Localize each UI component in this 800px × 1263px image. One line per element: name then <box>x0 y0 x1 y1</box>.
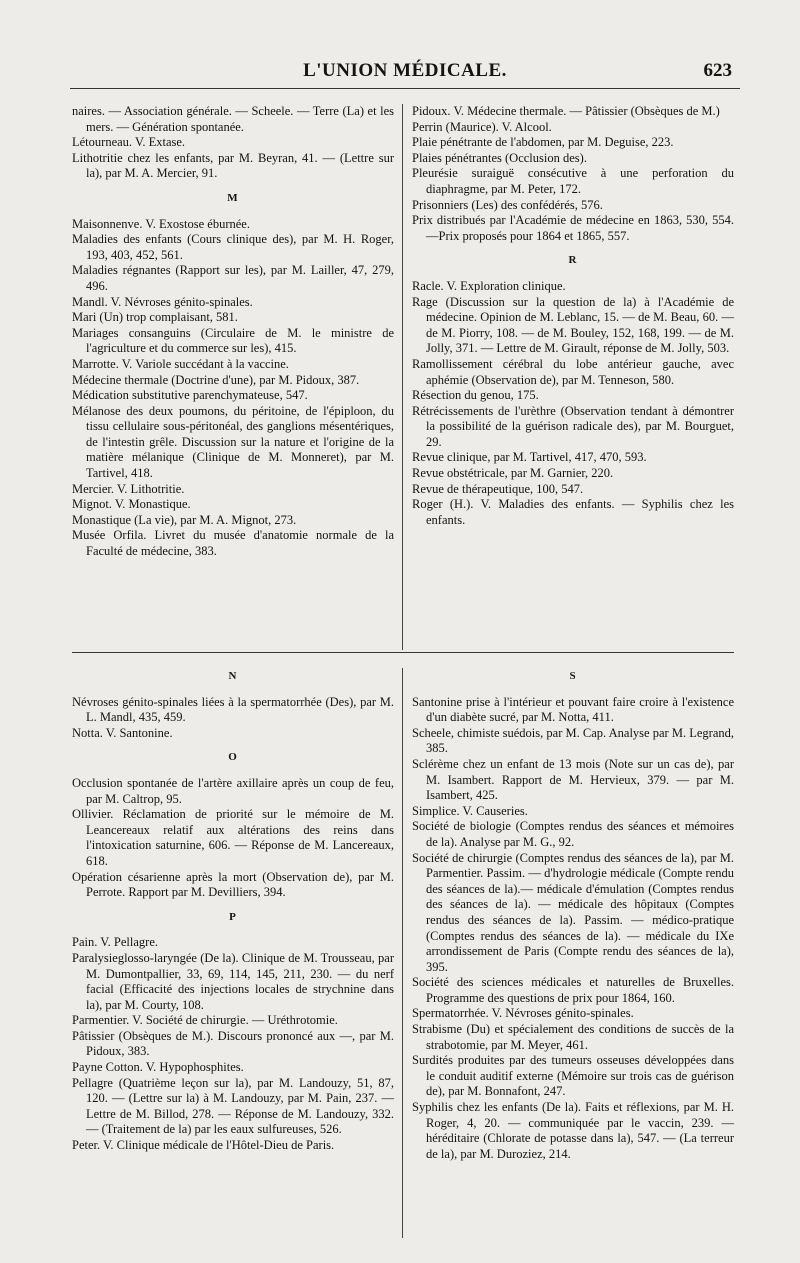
index-entry: Névroses génito-spinales liées à la spermatorrhée (Des), par M. L. Mandl, 435, 459. <box>72 694 394 725</box>
index-entry: Prisonniers (Les) des confédérés, 576. <box>412 197 603 212</box>
index-entry: Mandl. V. Névroses génito-spinales. <box>72 294 253 309</box>
index-entry: Mercier. V. Lithotritie. <box>72 481 185 496</box>
column-top-right <box>412 104 734 528</box>
index-entry: Revue clinique, par M. Tartivel, 417, 470, 593. <box>412 450 647 465</box>
index-entry: Société de biologie (Comptes rendus des séances et mémoires de la). Analyse par M. G., 92. <box>412 819 734 849</box>
index-entry: Monastique (La vie), par M. A. Mignot, 273. <box>72 512 297 527</box>
index-entry: Occlusion spontanée de l'artère axillaire après un coup de feu, par M. Caltrop, 95. <box>72 775 394 806</box>
index-entry: Maladies des enfants (Cours clinique des), par M. H. Roger, 193, 403, 452, 561. <box>72 232 394 262</box>
index-entry: Pain. V. Pellagre. <box>72 935 158 950</box>
index-entry: Santonine prise à l'intérieur et pouvant faire croire à l'existence d'un diabète sucré, par M. Notta, 411. <box>412 694 734 725</box>
index-entry: Mari (Un) trop complaisant, 581. <box>72 310 238 325</box>
index-entry: Parmentier. V. Société de chirurgie. — Uréthrotomie. <box>72 1013 338 1028</box>
index-entry: Pleurésie suraiguë consécutive à une perforation du diaphragme, par M. Peter, 172. <box>412 166 734 196</box>
index-entry: Notta. V. Santonine. <box>72 725 173 740</box>
index-entry: Mélanose des deux poumons, du péritoine, de l'épiploon, du tissu cellulaire sous-péritonéal, des ganglions mésentériques, de l'intestin grêle. Discussion sur la nature et l'origine de la matière mélanique (Clinique de M. Monneret), par M. Tartivel, 418. <box>72 403 394 481</box>
section-letter: N <box>228 670 238 682</box>
page-number: 623 <box>703 60 732 81</box>
index-entry: Plaies pénétrantes (Occlusion des). <box>412 150 587 165</box>
index-entry: Rage (Discussion sur la question de la) à l'Académie de médecine. Opinion de M. Leblanc, 15. — de M. Beau, 60. — de M. Piorry, 108. — de M. Bouley, 152, 168, 199. — de M. Jolly, 371. — Lettre de M. Girault, réponse de M. Jolly, 503. <box>412 294 734 356</box>
index-entry: Létourneau. V. Extase. <box>72 135 186 150</box>
section-letter: S <box>569 670 577 682</box>
index-entry: Racle. V. Exploration clinique. <box>412 278 566 293</box>
index-entry: Syphilis chez les enfants (De la). Faits et réflexions, par M. H. Roger, 4, 20. — communiquée par le vaccin, 239. — héréditaire (Chlorate de potasse dans la), 547. — (La terreur de la), par M. Duroziez, 214. <box>412 1100 734 1161</box>
index-entry: Spermatorrhée. V. Névroses génito-spinales. <box>412 1006 634 1021</box>
index-entry: Sclérème chez un enfant de 13 mois (Note sur un cas de), par M. Isambert. Rapport de M. Hervieux, 379. — par M. Isambert, 425. <box>412 756 734 803</box>
section-divider <box>72 652 734 653</box>
index-entry: Paralysieglosso-laryngée (De la). Clinique de M. Trousseau, par M. Dumontpallier, 33, 69, 114, 145, 211, 230. — du nerf facial (Efficacité des injections locales de strychnine dans la), par M. Courty, 108. <box>72 950 394 1012</box>
index-entry: Musée Orfila. Livret du musée d'anatomie normale de la Faculté de médecine, 383. <box>72 528 394 559</box>
index-entry: Mariages consanguins (Circulaire de M. le ministre de l'agriculture et du commerce sur les), 415. <box>72 325 394 356</box>
index-entry: Prix distribués par l'Académie de médecine en 1863, 530, 554.—Prix proposés pour 1864 et 1865, 557. <box>412 213 734 243</box>
column-divider-bottom <box>402 668 403 1238</box>
index-entry: Ollivier. Réclamation de priorité sur le mémoire de M. Leancereaux relatif aux altérations des reins dans l'intoxication saturnine, 606. — Réponse de M. Lancereaux, 618. <box>72 807 394 868</box>
index-entry: Simplice. V. Causeries. <box>412 803 528 818</box>
index-entry: naires. — Association générale. — Scheele. — Terre (La) et les mers. — Génération spontanée. <box>72 104 394 134</box>
column-divider-top <box>402 104 403 650</box>
column-bottom-left <box>72 660 394 1154</box>
index-entry: Peter. V. Clinique médicale de l'Hôtel-Dieu de Paris. <box>72 1138 335 1153</box>
index-entry: Maisonnenve. V. Exostose éburnée. <box>72 216 250 231</box>
section-letter: P <box>229 910 237 923</box>
header-rule <box>70 88 740 89</box>
column-top-left <box>72 104 394 560</box>
index-entry: Revue obstétricale, par M. Garnier, 220. <box>412 466 614 481</box>
index-entry: Pidoux. V. Médecine thermale. — Pâtissier (Obsèques de M.) <box>412 104 720 118</box>
index-entry: Rétrécissements de l'urèthre (Observation tendant à démontrer la possibilité de la guérison radicale des), par M. Bourguet, 29. <box>412 403 734 449</box>
index-entry: Scheele, chimiste suédois, par M. Cap. Analyse par M. Legrand, 385. <box>412 725 734 756</box>
index-entry: Marrotte. V. Variole succédant à la vaccine. <box>72 356 289 371</box>
section-letter: O <box>228 751 238 764</box>
running-title: L'UNION MÉDICALE. <box>303 60 507 81</box>
index-entry: Mignot. V. Monastique. <box>72 497 191 512</box>
index-entry: Pellagre (Quatrième leçon sur la), par M. Landouzy, 51, 87, 120. — (Lettre sur la) à M. Landouzy, par M. Pain, 237. — Lettre de M. Billod, 278. — Réponse de M. Landouzy, 332. — (Traitement de la) par les eaux sulfureuses, 526. <box>72 1075 394 1137</box>
index-entry: Médecine thermale (Doctrine d'une), par M. Pidoux, 387. <box>72 372 360 387</box>
index-entry: Payne Cotton. V. Hypophosphites. <box>72 1060 244 1075</box>
index-entry: Médication substitutive parenchymateuse, 547. <box>72 388 308 403</box>
column-bottom-right <box>412 660 734 1162</box>
index-entry: Revue de thérapeutique, 100, 547. <box>412 481 584 496</box>
index-entry: Pâtissier (Obsèques de M.). Discours prononcé aux —, par M. Pidoux, 383. <box>72 1028 394 1059</box>
index-entry: Lithotritie chez les enfants, par M. Beyran, 41. — (Lettre sur la), par M. A. Mercier, 91. <box>72 150 394 181</box>
index-entry: Société de chirurgie (Comptes rendus des séances de la), par M. Parmentier. Passim. — d'hydrologie médicale (Compte rendu des séances de la).— médicale d'émulation (Comptes rendus des séances de la). — médicale des hôpitaux (Comptes rendus des séances de la). Passim. — médico-pratique (Comptes rendus des séances de la). — médicale du IXe arrondissement de Paris (Compte rendu des séances de la), 395. <box>412 850 734 974</box>
page-header <box>70 58 740 88</box>
index-entry: Opération césarienne après la mort (Observation de), par M. Perrote. Rapport par M. Devilliers, 394. <box>72 869 394 900</box>
index-entry: Strabisme (Du) et spécialement des conditions de succès de la strabotomie, par M. Meyer, 461. <box>412 1022 734 1052</box>
index-entry: Ramollissement cérébral du lobe antérieur gauche, avec aphémie (Observation de), par M. Tenneson, 580. <box>412 356 734 387</box>
index-entry: Surdités produites par des tumeurs osseuses développées dans le conduit auditif externe (Mémoire sur trois cas de guérison de), par M. Bonnafont, 247. <box>412 1053 734 1099</box>
index-entry: Maladies régnantes (Rapport sur les), par M. Lailler, 47, 279, 496. <box>72 263 394 293</box>
index-entry: Société des sciences médicales et naturelles de Bruxelles. Programme des questions de prix pour 1864, 160. <box>412 975 734 1005</box>
section-letter: M <box>227 191 239 204</box>
section-letter: R <box>568 254 578 267</box>
index-entry: Roger (H.). V. Maladies des enfants. — Syphilis chez les enfants. <box>412 497 734 527</box>
index-entry: Résection du genou, 175. <box>412 388 539 403</box>
index-entry: Perrin (Maurice). V. Alcool. <box>412 119 552 134</box>
index-entry: Plaie pénétrante de l'abdomen, par M. Deguise, 223. <box>412 135 674 150</box>
